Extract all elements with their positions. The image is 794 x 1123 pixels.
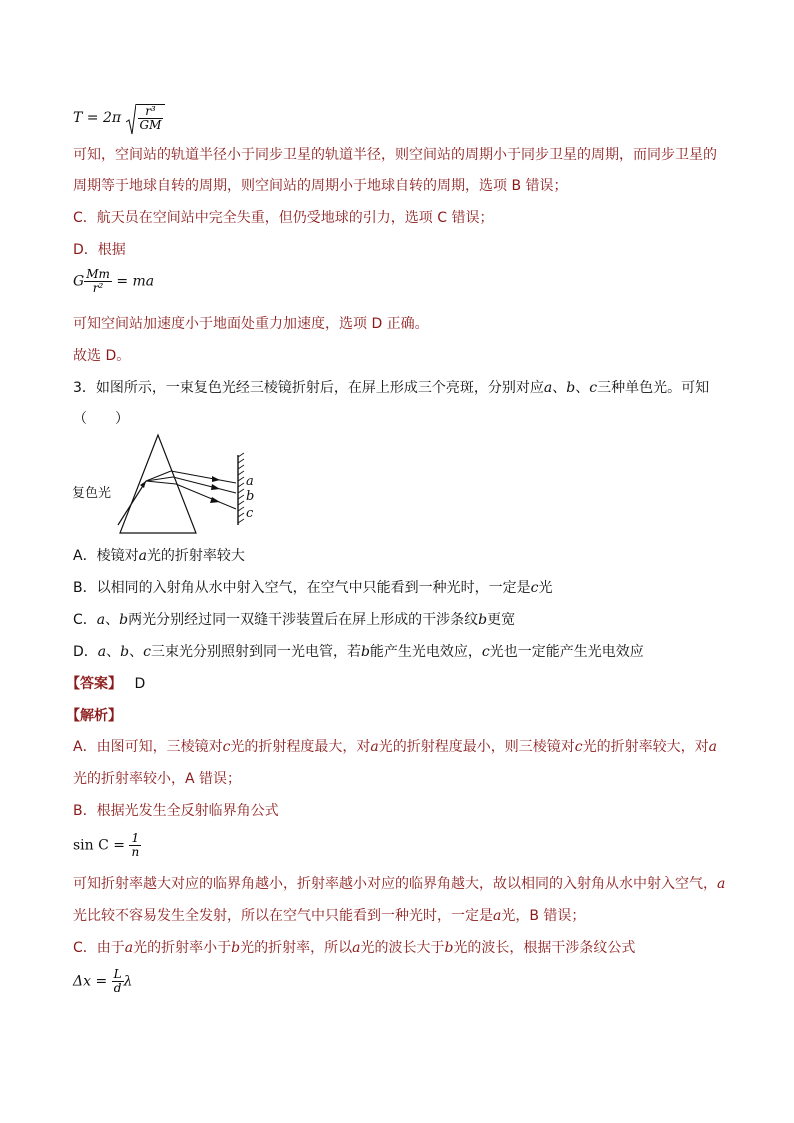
- formula-gravity-num: Mm: [86, 267, 110, 281]
- paragraph-3: C．航天员在空间站中完全失重，但仍受地球的引力，选项 C 错误；: [73, 210, 494, 226]
- answer-label: 【答案】: [66, 676, 122, 692]
- paragraph-4: D．根据: [73, 242, 126, 258]
- question-3-stem: 3．如图所示，一束复色光经三棱镜折射后，在屏上形成三个亮斑，分别对应a、b、c三种单色光。可知: [73, 380, 710, 396]
- prism: [120, 435, 196, 533]
- formula-fringe-lhs: Δx =: [73, 973, 108, 990]
- formula-critical-den: n: [131, 845, 140, 859]
- prism-figure: [60, 425, 260, 535]
- formula-gravity: [73, 268, 154, 295]
- formula-period: [73, 104, 165, 132]
- formula-fringe-rhs: λ: [123, 973, 133, 990]
- formula-period-num: r³: [138, 105, 164, 119]
- option-a: A．棱镜对a光的折射率较大: [73, 548, 245, 564]
- ray-c-inside: [146, 481, 176, 484]
- formula-critical-num: 1: [129, 832, 141, 846]
- formula-gravity-rhs: = ma: [116, 273, 155, 290]
- formula-period-den: GM: [139, 118, 162, 132]
- analysis-b-line2: 可知折射率越大对应的临界角越小，折射率越小对应的临界角越大，故以相同的入射角从水中射入空气，a: [73, 876, 726, 892]
- formula-fringe-num: L: [113, 967, 122, 981]
- option-b: B．以相同的入射角从水中射入空气，在空气中只能看到一种光时，一定是c光: [73, 580, 553, 596]
- ray-a-out: [171, 471, 236, 483]
- paragraph-5: 可知空间站加速度小于地面处重力加速度，选项 D 正确。: [73, 316, 429, 332]
- option-d: D．a、b、c三束光分别照射到同一光电管，若b能产生光电效应，c光也一定能产生光电效应: [73, 644, 644, 660]
- sqrt-symbol: [126, 104, 166, 132]
- analysis-b-line1: B．根据光发生全反射临界角公式: [73, 803, 279, 819]
- formula-fringe-den: d: [113, 981, 122, 995]
- screen-label-b: b: [246, 489, 255, 504]
- paragraph-2: 周期等于地球自转的周期，则空间站的周期小于地球自转的周期，选项 B 错误；: [73, 178, 568, 194]
- answer-value: D: [134, 676, 146, 692]
- formula-gravity-den: r²: [92, 281, 104, 295]
- formula-fringe-spacing: [73, 968, 132, 995]
- analysis-a-line2: 光的折射率较小，A 错误；: [73, 771, 242, 787]
- analysis-b-line3: 光比较不容易发生全发射，所以在空气中只能看到一种光时，一定是a光，B 错误；: [73, 908, 586, 924]
- question-3-paren: （ ）: [73, 411, 129, 427]
- screen-label-a: a: [246, 474, 254, 489]
- analysis-a-line1: A．由图可知，三棱镜对c光的折射程度最大，对a光的折射程度最小，则三棱镜对c光的折射率较大，对a: [73, 739, 717, 755]
- figure-label-complex-light: 复色光: [72, 486, 112, 501]
- formula-critical-angle: [73, 832, 141, 859]
- formula-period-lhs: T = 2π: [73, 110, 122, 126]
- ray-b-out: [173, 477, 236, 493]
- option-c: C．a、b两光分别经过同一双缝干涉装置后在屏上形成的干涉条纹b更宽: [73, 612, 516, 628]
- formula-gravity-g: G: [73, 273, 85, 290]
- paragraph-1: 可知，空间站的轨道半径小于同步卫星的轨道半径，则空间站的周期小于同步卫星的周期，而同步卫星的: [73, 147, 717, 163]
- incident-ray: [118, 481, 146, 525]
- formula-critical-lhs: sin C =: [73, 837, 126, 854]
- answer-line: [66, 674, 145, 694]
- analysis-label: 【解析】: [66, 708, 122, 724]
- screen-label-c: c: [246, 506, 254, 521]
- analysis-c-line1: C．由于a光的折射率小于b光的折射率，所以a光的波长大于b光的波长，根据干涉条纹公式: [73, 940, 636, 956]
- paragraph-6: 故选 D。: [73, 348, 131, 364]
